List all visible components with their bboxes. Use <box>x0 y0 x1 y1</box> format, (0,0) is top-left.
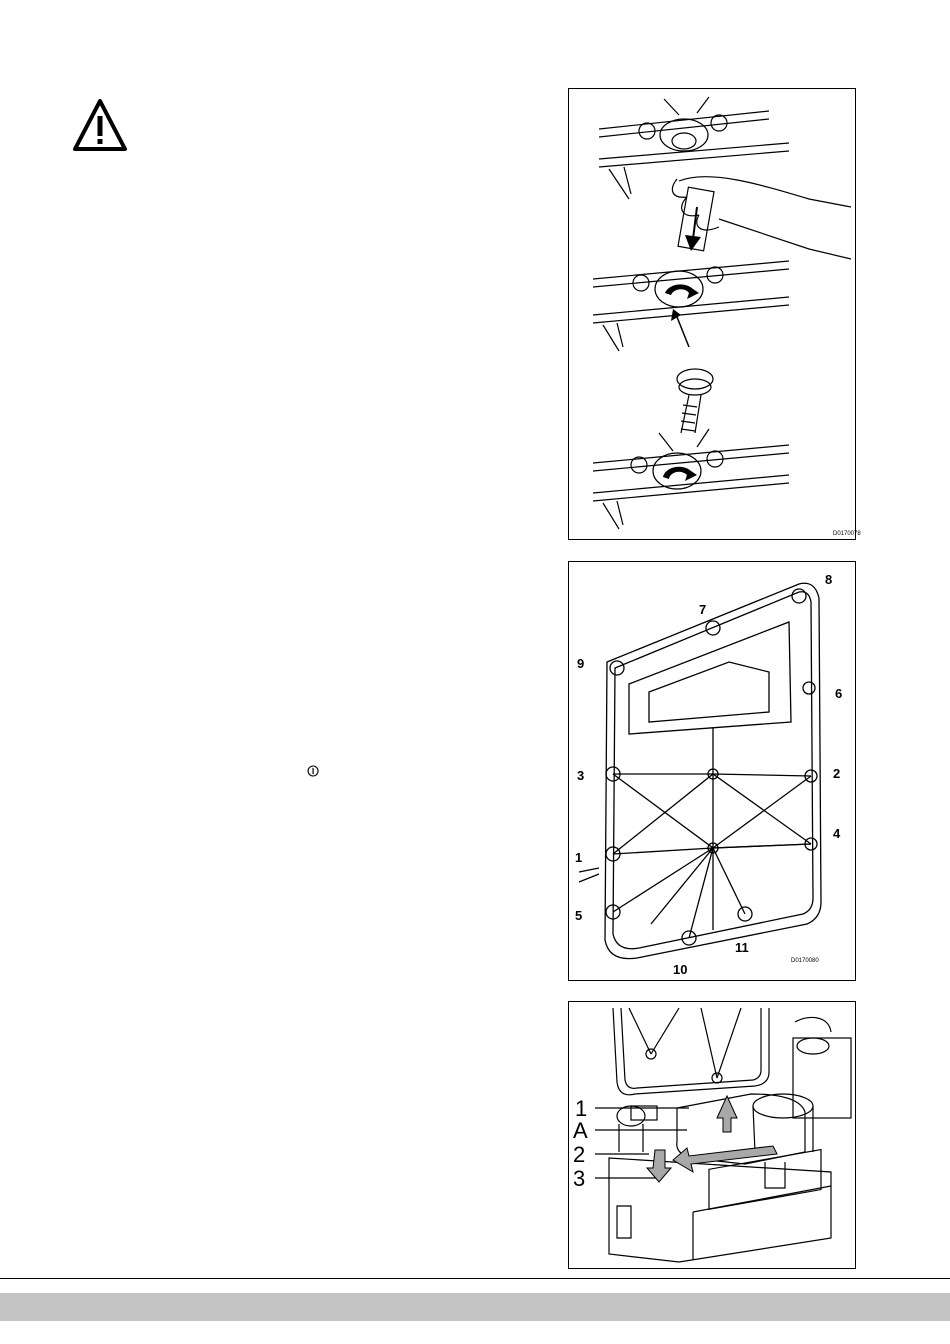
figure-screw-sequence-drawing <box>569 562 857 982</box>
screw-label: 1 <box>575 850 583 865</box>
figure-code: D0170080 <box>791 958 819 964</box>
footer-bar <box>0 1293 950 1321</box>
figure-component-removal <box>568 1001 856 1269</box>
footer-rule <box>0 1278 950 1279</box>
screw-label: 8 <box>825 572 833 587</box>
part-label: A <box>573 1118 588 1143</box>
figure-component-removal-drawing <box>569 1002 857 1270</box>
figure-screw-sequence <box>568 561 856 981</box>
screw-label: 11 <box>735 940 749 955</box>
figure-code: D0170078 <box>833 531 861 537</box>
screw-label: 7 <box>699 602 707 617</box>
power-symbol-icon: ⏼ <box>307 762 319 780</box>
screw-label: 3 <box>577 768 585 783</box>
screw-label: 10 <box>673 962 688 977</box>
figure-screw-mounting <box>568 88 861 540</box>
screw-label: 6 <box>835 686 843 701</box>
screw-label: 2 <box>833 766 841 781</box>
warning-triangle-icon <box>72 98 128 152</box>
screw-label: 9 <box>577 656 585 671</box>
part-label: 2 <box>573 1142 586 1167</box>
part-label: 1 <box>575 1096 588 1121</box>
screw-label: 5 <box>575 908 583 923</box>
figure-screw-mounting-drawing <box>569 89 861 541</box>
part-label: 3 <box>573 1166 586 1191</box>
screw-label: 4 <box>833 826 841 841</box>
